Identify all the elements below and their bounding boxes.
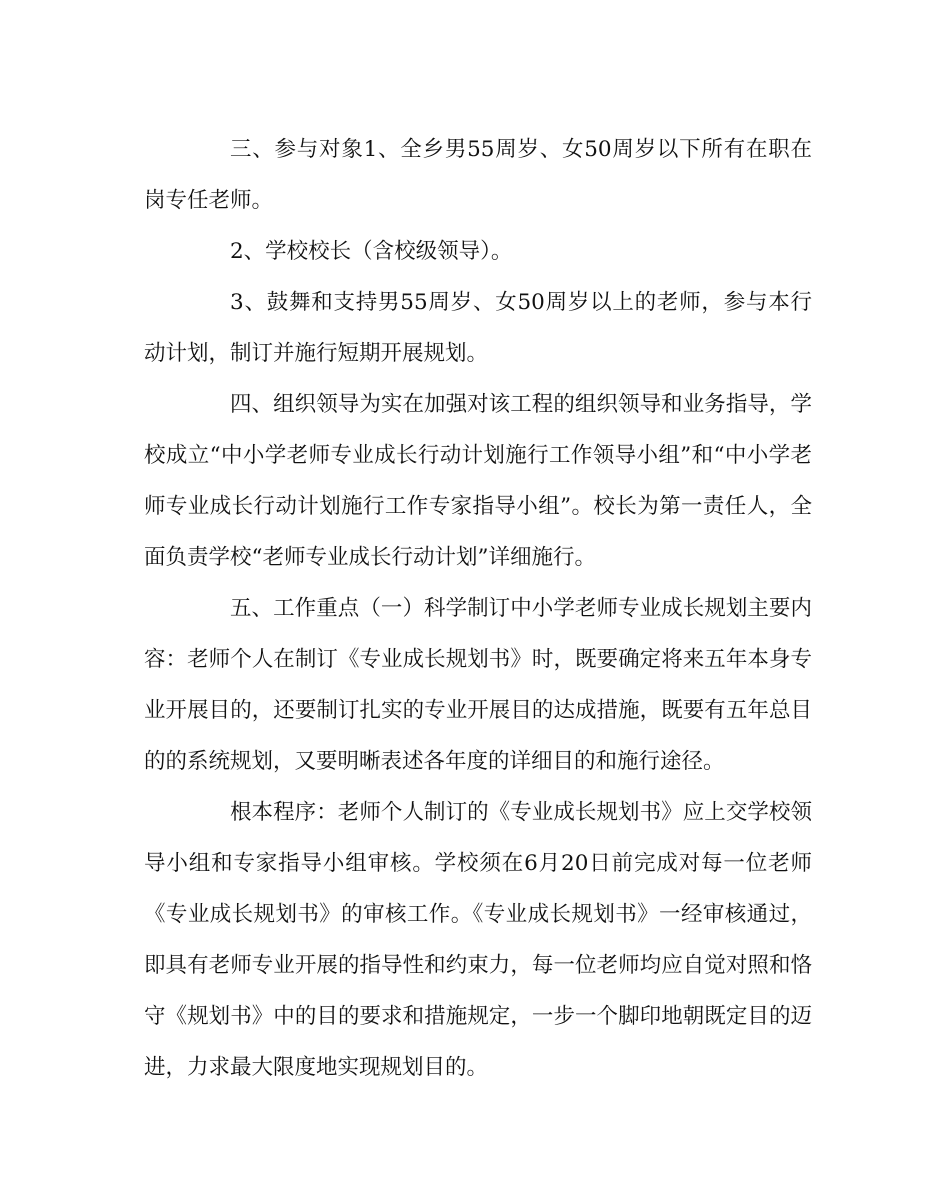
paragraph-participants: 三、参与对象1、全乡男55周岁、女50周岁以下所有在职在岗专任老师。 — [144, 137, 812, 213]
paragraph-procedure: 根本程序：老师个人制订的《专业成长规划书》应上交学校领导小组和专家指导小组审核。学校须在6月20日前完成对每一位老师《专业成长规划书》的审核工作。《专业成长规划书》一经审核通过，即具有老师专业开展的指导性和约束力，每一位老师均应自觉对照和恪守《规划书》中的目的要求和措施规定，一步一个脚印地朝既定目的迈进，力求最大限度地实现规划目的。 — [144, 800, 812, 1080]
paragraph-encourage: 3、鼓舞和支持男55周岁、女50周岁以上的老师，参与本行动计划，制订并施行短期开展规划。 — [144, 290, 812, 366]
document-body — [144, 124, 812, 1093]
paragraph-work-focus: 五、工作重点（一）科学制订中小学老师专业成长规划主要内容：老师个人在制订《专业成长规划书》时，既要确定将来五年本身专业开展目的，还要制订扎实的专业开展目的达成措施，既要有五年总目的的系统规划，又要明晰表述各年度的详细目的和施行途径。 — [144, 596, 812, 774]
paragraph-organization: 四、组织领导为实在加强对该工程的组织领导和业务指导，学校成立“中小学老师专业成长行动计划施行工作领导小组”和“中小学老师专业成长行动计划施行工作专家指导小组”。校长为第一责任人，全面负责学校“老师专业成长行动计划”详细施行。 — [144, 392, 812, 570]
paragraph-principals: 2、学校校长（含校级领导）。 — [230, 239, 513, 264]
